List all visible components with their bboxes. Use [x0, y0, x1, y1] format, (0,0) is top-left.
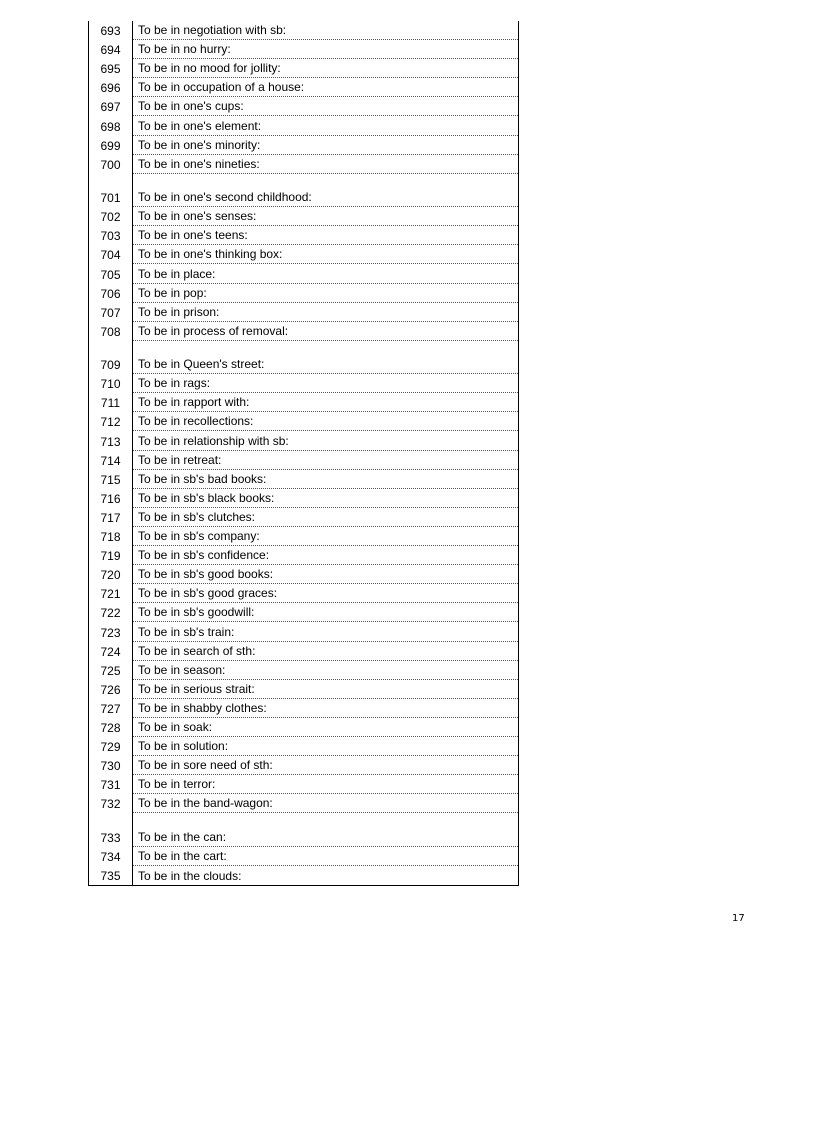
phrase-cell	[133, 226, 518, 245]
phrase-cell	[133, 866, 518, 885]
row-number	[89, 40, 133, 59]
phrase-cell	[133, 847, 518, 866]
table-row	[89, 207, 518, 226]
table-row	[89, 775, 518, 794]
phrase-cell	[133, 775, 518, 794]
phrase-text: To be in sb's bad books:	[138, 471, 267, 486]
phrase-text: To be in sore need of sth:	[138, 758, 273, 773]
row-number	[89, 584, 133, 603]
phrase-cell	[133, 451, 518, 470]
phrase-cell	[133, 527, 518, 546]
row-number-text: 696	[100, 81, 121, 96]
phrase-text: To be in the can:	[138, 829, 227, 844]
row-number-text: 733	[100, 830, 121, 845]
table-row	[89, 40, 518, 59]
table-row	[89, 226, 518, 245]
table-row	[89, 470, 518, 489]
row-number	[89, 699, 133, 718]
phrase-cell	[133, 116, 518, 135]
phrase-text: To be in the cart:	[138, 848, 227, 863]
table-row	[89, 303, 518, 322]
row-number-text: 705	[100, 267, 121, 282]
phrase-cell	[133, 78, 518, 97]
phrase-cell	[133, 284, 518, 303]
row-number	[89, 431, 133, 450]
row-number-text: 700	[100, 157, 121, 172]
row-number-text: 695	[100, 62, 121, 77]
row-number	[89, 59, 133, 78]
table-row	[89, 847, 518, 866]
row-number	[89, 174, 133, 207]
row-number	[89, 642, 133, 661]
phrase-cell	[133, 470, 518, 489]
row-number-text: 711	[100, 396, 121, 411]
row-number-text: 706	[100, 286, 121, 301]
row-number	[89, 341, 133, 374]
row-number	[89, 775, 133, 794]
table-row	[89, 341, 518, 374]
phrase-cell	[133, 756, 518, 775]
table-row	[89, 661, 518, 680]
phrase-text: To be in Queen's street:	[138, 357, 265, 372]
phrase-text: To be in sb's goodwill:	[138, 605, 255, 620]
phrase-text: To be in sb's company:	[138, 529, 260, 544]
row-number-text: 718	[100, 530, 121, 545]
phrase-cell	[133, 431, 518, 450]
row-number-text: 697	[100, 100, 121, 115]
phrase-cell	[133, 412, 518, 431]
row-number	[89, 412, 133, 431]
phrase-text: To be in one's senses:	[138, 209, 257, 224]
row-number-text: 735	[100, 868, 121, 883]
phrase-text: To be in shabby clothes:	[138, 700, 267, 715]
row-number	[89, 718, 133, 737]
row-number-text: 713	[100, 434, 121, 449]
phrase-cell	[133, 546, 518, 565]
phrase-cell	[133, 59, 518, 78]
phrase-cell	[133, 794, 518, 813]
phrase-text: To be in soak:	[138, 719, 213, 734]
row-number	[89, 565, 133, 584]
phrase-text: To be in one's element:	[138, 118, 262, 133]
phrase-cell	[133, 40, 518, 59]
phrase-text: To be in search of sth:	[138, 643, 256, 658]
phrase-text: To be in no hurry:	[138, 42, 231, 57]
table-row	[89, 756, 518, 775]
table-row	[89, 78, 518, 97]
phrase-text: To be in process of removal:	[138, 323, 289, 338]
phrase-text: To be in one's thinking box:	[138, 247, 283, 262]
phrase-text: To be in solution:	[138, 739, 229, 754]
table-row	[89, 374, 518, 393]
row-number	[89, 508, 133, 527]
phrase-text: To be in one's teens:	[138, 228, 248, 243]
table-row	[89, 527, 518, 546]
phrase-text: To be in sb's clutches:	[138, 509, 256, 524]
row-number-text: 716	[100, 491, 121, 506]
row-number	[89, 794, 133, 813]
page-number: 17	[732, 913, 745, 924]
phrase-text: To be in one's cups:	[138, 99, 244, 114]
phrase-cell	[133, 374, 518, 393]
phrase-cell	[133, 489, 518, 508]
phrase-cell	[133, 603, 518, 622]
row-number-text: 730	[100, 759, 121, 774]
phrase-text: To be in negotiation with sb:	[138, 23, 287, 38]
phrase-text: To be in serious strait:	[138, 681, 255, 696]
row-number	[89, 451, 133, 470]
row-number	[89, 21, 133, 40]
row-number	[89, 136, 133, 155]
row-number	[89, 374, 133, 393]
phrase-cell	[133, 699, 518, 718]
phrase-text: To be in no mood for jollity:	[138, 61, 281, 76]
row-number-text: 729	[100, 740, 121, 755]
phrase-text: To be in sb's confidence:	[138, 548, 270, 563]
table-row	[89, 508, 518, 527]
phrase-cell	[133, 813, 518, 846]
table-row	[89, 642, 518, 661]
phrase-text: To be in relationship with sb:	[138, 433, 289, 448]
table-row	[89, 794, 518, 813]
table-row	[89, 412, 518, 431]
phrase-text: To be in sb's train:	[138, 624, 235, 639]
phrase-text: To be in sb's good graces:	[138, 586, 278, 601]
phrase-text: To be in one's nineties:	[138, 156, 260, 171]
phrase-cell	[133, 245, 518, 264]
row-number-text: 704	[100, 248, 121, 263]
row-number-text: 709	[100, 358, 121, 373]
table-row	[89, 322, 518, 341]
row-number	[89, 97, 133, 116]
table-row	[89, 97, 518, 116]
phrase-cell	[133, 642, 518, 661]
table-row	[89, 451, 518, 470]
row-number	[89, 661, 133, 680]
table-row	[89, 264, 518, 283]
row-number	[89, 393, 133, 412]
table-row	[89, 546, 518, 565]
row-number	[89, 226, 133, 245]
row-number-text: 727	[100, 701, 121, 716]
phrase-cell	[133, 303, 518, 322]
row-number	[89, 603, 133, 622]
phrase-cell	[133, 174, 518, 207]
table-row	[89, 245, 518, 264]
phrase-cell	[133, 718, 518, 737]
row-number	[89, 284, 133, 303]
phrase-text: To be in the clouds:	[138, 868, 242, 883]
phrase-text: To be in the band-wagon:	[138, 796, 273, 811]
phrase-text: To be in terror:	[138, 777, 216, 792]
phrase-text: To be in season:	[138, 662, 226, 677]
row-number	[89, 264, 133, 283]
phrase-text: To be in recollections:	[138, 414, 254, 429]
table-row	[89, 622, 518, 641]
row-number	[89, 155, 133, 174]
row-number-text: 724	[100, 644, 121, 659]
row-number	[89, 245, 133, 264]
row-number-text: 722	[100, 606, 121, 621]
row-number	[89, 546, 133, 565]
row-number-text: 699	[100, 138, 121, 153]
table-row	[89, 136, 518, 155]
table-row	[89, 813, 518, 846]
row-number-text: 734	[100, 849, 121, 864]
phrase-cell	[133, 393, 518, 412]
row-number-text: 732	[100, 797, 121, 812]
table-row	[89, 431, 518, 450]
row-number	[89, 622, 133, 641]
table-row	[89, 21, 518, 40]
row-number-text: 701	[100, 191, 121, 206]
row-number-text: 703	[100, 229, 121, 244]
row-number-text: 723	[100, 625, 121, 640]
table-row	[89, 565, 518, 584]
table-row	[89, 59, 518, 78]
row-number	[89, 756, 133, 775]
row-number	[89, 303, 133, 322]
phrase-cell	[133, 136, 518, 155]
table-row	[89, 866, 518, 885]
table-row	[89, 284, 518, 303]
table-row	[89, 680, 518, 699]
row-number	[89, 322, 133, 341]
row-number	[89, 470, 133, 489]
row-number	[89, 489, 133, 508]
row-number	[89, 847, 133, 866]
table-row	[89, 155, 518, 174]
table-row	[89, 699, 518, 718]
row-number	[89, 737, 133, 756]
phrase-cell	[133, 97, 518, 116]
row-number-text: 707	[100, 305, 121, 320]
table-row	[89, 737, 518, 756]
row-number-text: 715	[100, 472, 121, 487]
row-number-text: 708	[100, 324, 121, 339]
phrase-cell	[133, 155, 518, 174]
phrase-cell	[133, 737, 518, 756]
row-number-text: 698	[100, 119, 121, 134]
row-number-text: 710	[100, 377, 121, 392]
row-number	[89, 116, 133, 135]
phrase-table	[88, 21, 519, 886]
phrase-text: To be in place:	[138, 266, 216, 281]
row-number	[89, 78, 133, 97]
table-row	[89, 489, 518, 508]
phrase-text: To be in sb's good books:	[138, 567, 274, 582]
phrase-text: To be in sb's black books:	[138, 490, 275, 505]
phrase-text: To be in pop:	[138, 285, 207, 300]
phrase-text: To be in one's second childhood:	[138, 190, 312, 205]
row-number-text: 725	[100, 663, 121, 678]
phrase-cell	[133, 21, 518, 40]
phrase-cell	[133, 207, 518, 226]
row-number	[89, 527, 133, 546]
phrase-cell	[133, 622, 518, 641]
phrase-cell	[133, 322, 518, 341]
row-number-text: 728	[100, 720, 121, 735]
phrase-text: To be in rags:	[138, 376, 211, 391]
row-number	[89, 207, 133, 226]
row-number-text: 712	[100, 415, 121, 430]
phrase-text: To be in prison:	[138, 304, 220, 319]
phrase-cell	[133, 508, 518, 527]
phrase-cell	[133, 661, 518, 680]
row-number-text: 719	[100, 549, 121, 564]
phrase-text: To be in retreat:	[138, 452, 222, 467]
row-number-text: 702	[100, 210, 121, 225]
row-number	[89, 813, 133, 846]
phrase-cell	[133, 565, 518, 584]
row-number	[89, 680, 133, 699]
table-row	[89, 718, 518, 737]
row-number-text: 731	[100, 778, 121, 793]
phrase-cell	[133, 584, 518, 603]
phrase-cell	[133, 264, 518, 283]
phrase-cell	[133, 680, 518, 699]
table-row	[89, 584, 518, 603]
table-row	[89, 603, 518, 622]
phrase-cell	[133, 341, 518, 374]
phrase-text: To be in occupation of a house:	[138, 80, 305, 95]
row-number-text: 693	[100, 24, 121, 39]
table-row	[89, 116, 518, 135]
table-row	[89, 174, 518, 207]
row-number-text: 726	[100, 682, 121, 697]
phrase-text: To be in one's minority:	[138, 137, 261, 152]
row-number-text: 721	[100, 587, 121, 602]
table-row	[89, 393, 518, 412]
row-number-text: 714	[100, 453, 121, 468]
row-number	[89, 866, 133, 885]
row-number-text: 720	[100, 568, 121, 583]
phrase-text: To be in rapport with:	[138, 395, 250, 410]
row-number-text: 717	[100, 510, 121, 525]
row-number-text: 694	[100, 43, 121, 58]
